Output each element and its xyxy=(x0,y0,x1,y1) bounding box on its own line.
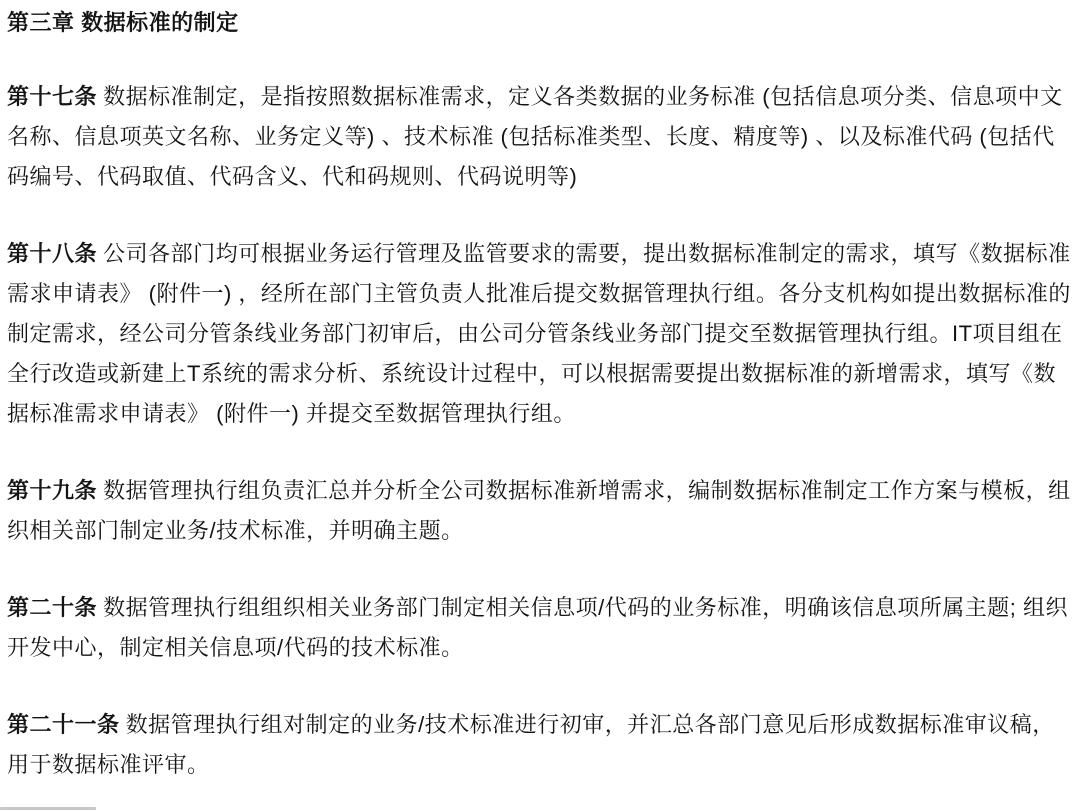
article-18-number: 第十八条 xyxy=(7,241,98,266)
article-20-text: 数据管理执行组组织相关业务部门制定相关信息项/代码的业务标准，明确该信息项所属主题; 组织开发中心，制定相关信息项/代码的技术标准。 xyxy=(7,595,1069,660)
article-20-number: 第二十条 xyxy=(7,595,98,620)
chapter-heading: 第三章 数据标准的制定 xyxy=(7,10,239,35)
article-20 xyxy=(7,588,1072,668)
article-17 xyxy=(7,77,1072,197)
article-17-number: 第十七条 xyxy=(7,84,98,109)
article-19-text: 数据管理执行组负责汇总并分析全公司数据标准新增需求，编制数据标准制定工作方案与模板，组织相关部门制定业务/技术标准，并明确主题。 xyxy=(7,478,1071,543)
article-21 xyxy=(7,705,1072,785)
bottom-divider xyxy=(0,807,96,810)
article-17-text: 数据标准制定，是指按照数据标准需求，定义各类数据的业务标准 (包括信息项分类、信息项中文名称、信息项英文名称、业务定义等) 、技术标准 (包括标准类型、长度、精度等) 、以及标准代码 (包括代码编号、代码取值、代码含义、代和码规则、代码说明等) xyxy=(7,84,1063,189)
article-19-number: 第十九条 xyxy=(7,478,98,503)
article-21-number: 第二十一条 xyxy=(7,712,120,737)
article-19 xyxy=(7,471,1072,551)
article-18 xyxy=(7,234,1072,434)
article-21-text: 数据管理执行组对制定的业务/技术标准进行初审，并汇总各部门意见后形成数据标准审议稿，用于数据标准评审。 xyxy=(7,712,1055,777)
article-18-text: 公司各部门均可根据业务运行管理及监管要求的需要，提出数据标准制定的需求，填写《数据标准需求申请表》 (附件一) ，经所在部门主管负责人批准后提交数据管理执行组。各分支机构如提出数据标准的制定需求，经公司分管条线业务部门初审后，由公司分管条线业务部门提交至数据管理执行组。IT项目组在全行改造或新建上T系统的需求分析、系统设计过程中，可以根据需要提出数据标准的新增需求，填写《数据标准需求申请表》 (附件一) 并提交至数据管理执行组。 xyxy=(7,241,1071,426)
